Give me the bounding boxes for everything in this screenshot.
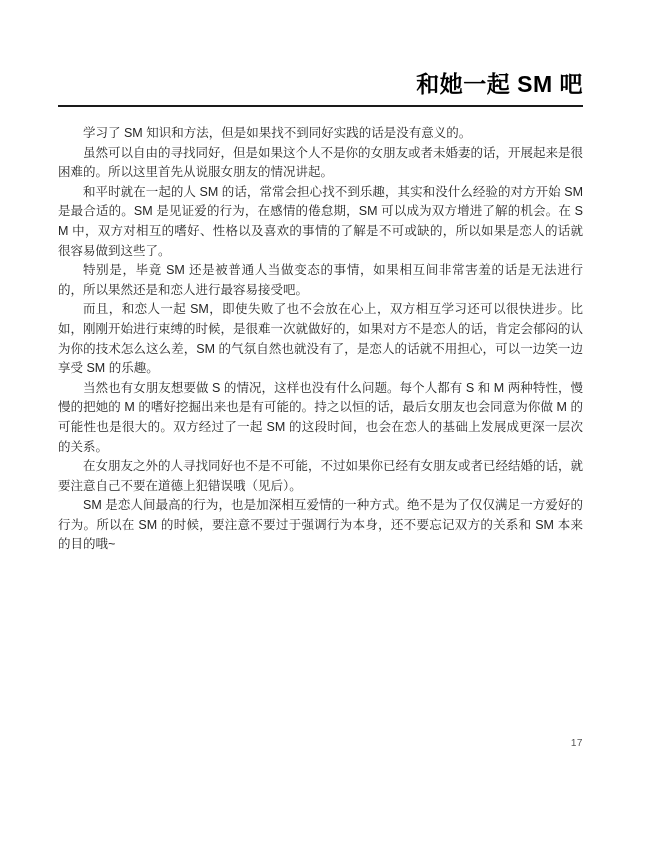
title-rule (58, 105, 583, 107)
body-paragraph: 在女朋友之外的人寻找同好也不是不可能，不过如果你已经有女朋友或者已经结婚的话，就要注意自己不要在道德上犯错误哦（见后）。 (58, 459, 584, 493)
body-text (58, 124, 583, 555)
body-paragraph: 当然也有女朋友想要做 S 的情况，这样也没有什么问题。每个人都有 S 和 M 两种特性，慢慢的把她的 M 的嗜好挖掘出来也是有可能的。持之以恒的话，最后女朋友也会同意为你做 M 的可能性也是很大的。双方经过了一起 SM 的这段时间，也会在恋人的基础上发展成更深一层次的关系。 (58, 380, 583, 454)
body-paragraph: 特别是，毕竟 SM 还是被普通人当做变态的事情，如果相互间非常害羞的话是无法进行的，所以果然还是和恋人进行最容易接受吧。 (58, 263, 583, 297)
page-content (58, 70, 583, 555)
body-paragraph: 学习了 SM 知识和方法，但是如果找不到同好实践的话是没有意义的。 (83, 126, 472, 140)
body-paragraph: 虽然可以自由的寻找同好，但是如果这个人不是你的女朋友或者未婚妻的话，开展起来是很困难的。所以这里首先从说服女朋友的情况讲起。 (58, 145, 584, 180)
body-paragraph: 和平时就在一起的人 SM 的话，常常会担心找不到乐趣，其实和没什么经验的对方开始 SM 是最合适的。SM 是见证爱的行为，在感情的倦怠期，SM 可以成为双方增进了解的机会。在 SM 中，双方对相互的嗜好、性格以及喜欢的事情的了解是不可或缺的，所以如果是恋人的话就很容易做到这些了。 (58, 184, 583, 258)
body-paragraph: SM 是恋人间最高的行为，也是加深相互爱情的一种方式。绝不是为了仅仅满足一方爱好的行为。所以在 SM 的时候，要注意不要过于强调行为本身，还不要忘记双方的关系和 SM 本来的目的哦~ (58, 498, 583, 552)
page-title: 和她一起 SM 吧 (416, 71, 583, 97)
body-paragraph: 而且，和恋人一起 SM，即使失败了也不会放在心上，双方相互学习还可以很快进步。比如，刚刚开始进行束缚的时候，是很难一次就做好的，如果对方不是恋人的话，肯定会郁闷的认为你的技术怎么这么差，SM 的气氛自然也就没有了，是恋人的话就不用担心，可以一边笑一边享受 SM 的乐趣。 (58, 302, 584, 376)
page-number: 17 (570, 738, 583, 749)
